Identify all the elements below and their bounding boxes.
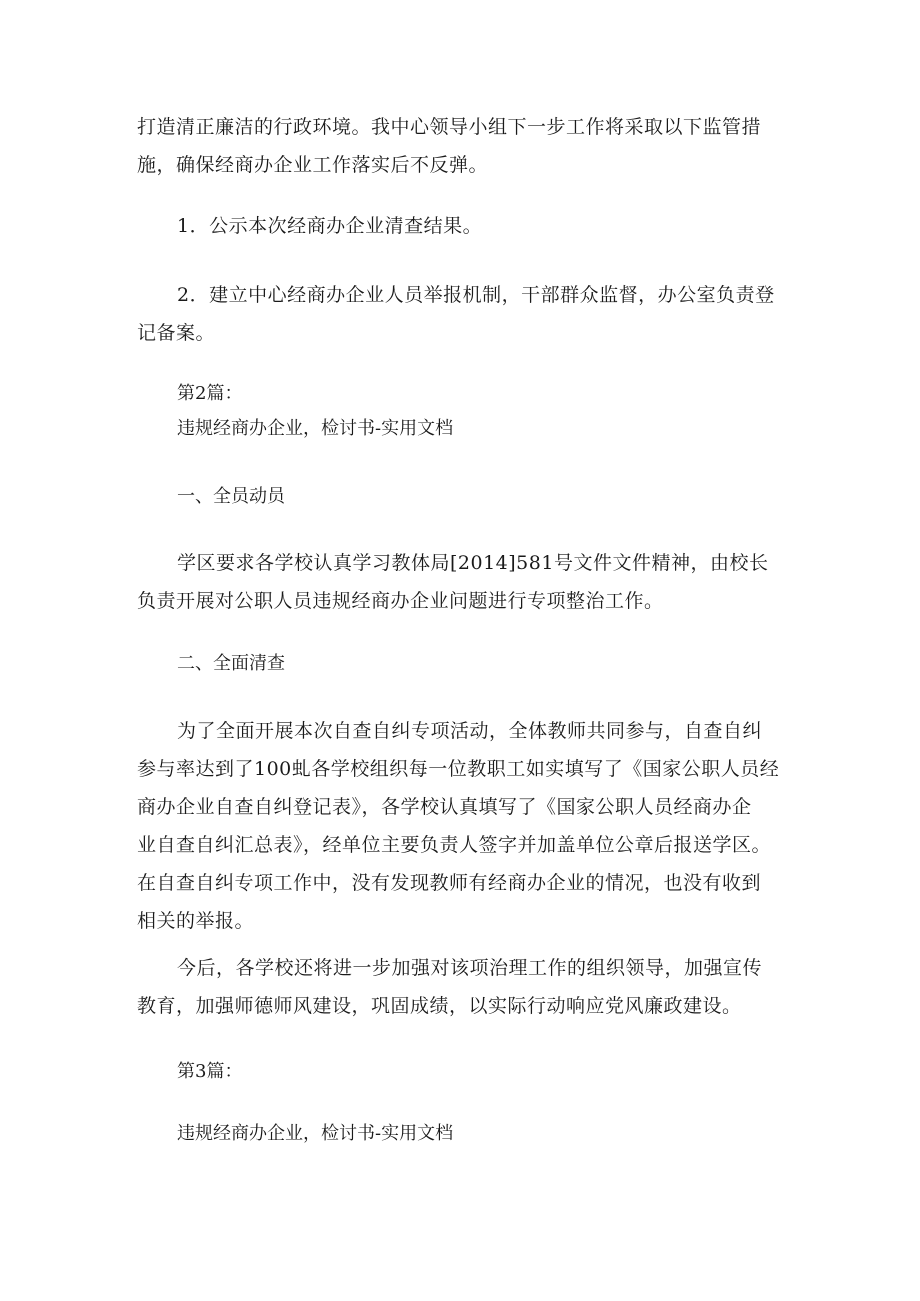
text-line: 施，确保经商办企业工作落实后不反弹。 — [137, 154, 489, 176]
section-title: 违规经商办企业，检讨书-实用文档 — [177, 418, 454, 439]
section-label: 第2篇： — [177, 383, 243, 404]
text-line: 商办企业自查自纠登记表》，各学校认真填写了《国家公职人员经商办企 — [137, 796, 752, 818]
text-line: 相关的举报。 — [137, 910, 255, 932]
paragraph-future — [137, 949, 797, 1025]
text-line: 1．公示本次经商办企业清查结果。 — [177, 215, 483, 237]
text-line: 为了全面开展本次自查自纠专项活动，全体教师共同参与，自查自纠 — [177, 720, 763, 742]
paragraph-inspection — [137, 712, 797, 940]
text-line: 记备案。 — [137, 322, 216, 344]
text-line: 今后，各学校还将进一步加强对该项治理工作的组织领导，加强宣传 — [177, 957, 763, 979]
text-line: 在自查自纠专项工作中，没有发现教师有经商办企业的情况，也没有收到 — [137, 872, 762, 894]
heading-inspection: 二、全面清查 — [177, 653, 285, 674]
paragraph-intro — [137, 108, 797, 184]
text-line: 负责开展对公职人员违规经商办企业问题进行专项整治工作。 — [137, 590, 664, 612]
text-line: 业自查自纠汇总表》，经单位主要负责人签字并加盖单位公章后报送学区。 — [137, 834, 772, 856]
section-title: 违规经商办企业，检讨书-实用文档 — [177, 1123, 454, 1144]
text-line: 教育，加强师德师风建设，巩固成绩，以实际行动响应党风廉政建设。 — [137, 995, 742, 1017]
heading-mobilization: 一、全员动员 — [177, 486, 285, 507]
list-item-1 — [177, 207, 837, 245]
section-label: 第3篇： — [177, 1061, 243, 1082]
list-item-2 — [137, 276, 797, 352]
text-line: 学区要求各学校认真学习教体局[2014]581号文件文件精神，由校长 — [177, 552, 769, 574]
text-line: 打造清正廉洁的行政环境。我中心领导小组下一步工作将采取以下监管措 — [137, 116, 762, 138]
text-line: 参与率达到了100虬各学校组织每一位教职工如实填写了《国家公职人员经 — [137, 758, 780, 780]
text-line: 2．建立中心经商办企业人员举报机制，干部群众监督，办公室负责登 — [177, 284, 775, 306]
paragraph-requirement — [137, 544, 797, 620]
